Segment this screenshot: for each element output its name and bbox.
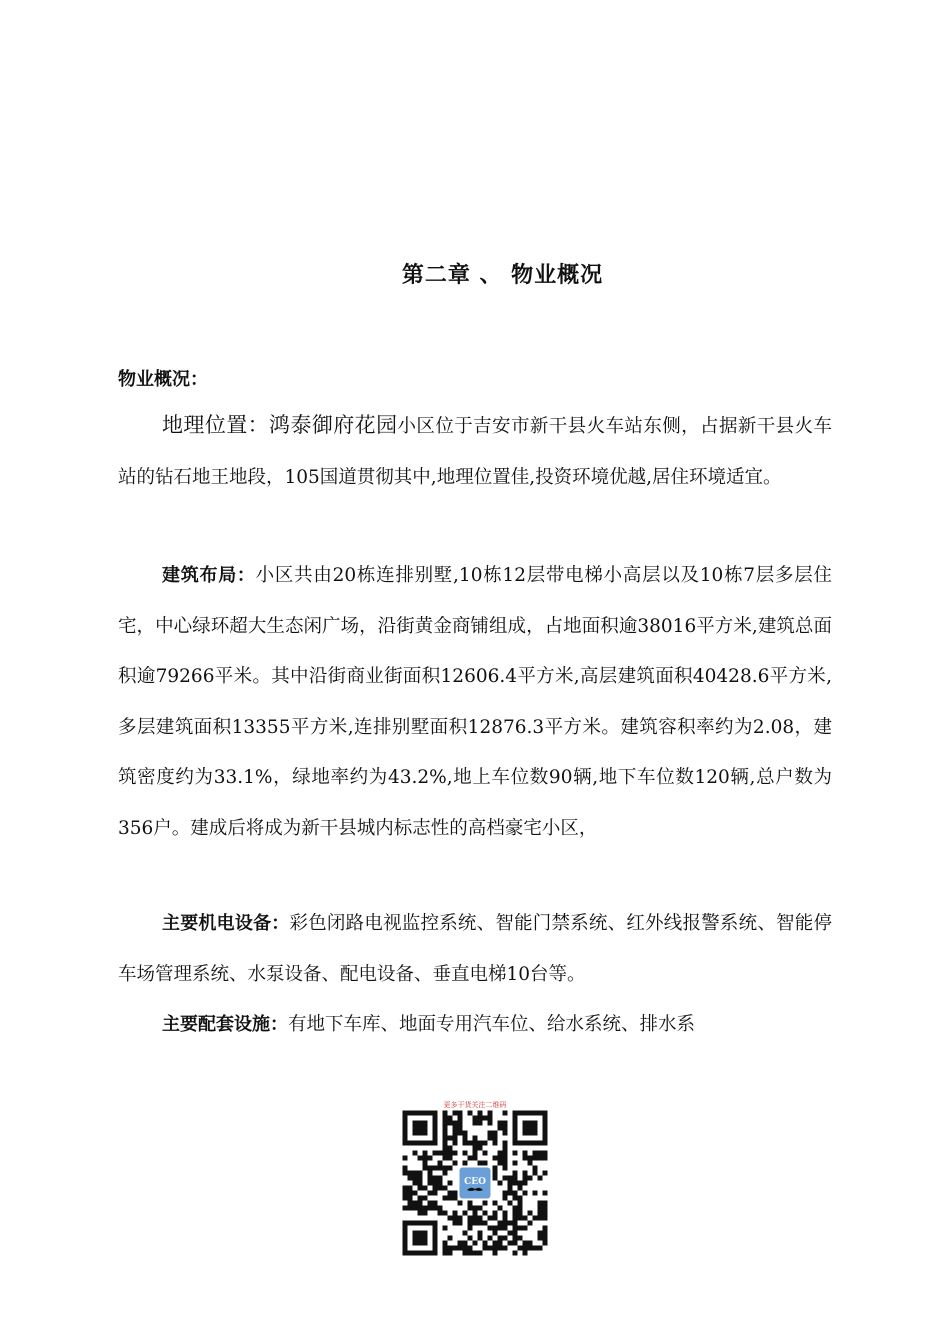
equipment-label: 主要机电设备： <box>162 913 290 934</box>
layout-label: 建筑布局： <box>162 565 256 586</box>
qr-code-block <box>402 1100 548 1256</box>
layout-text: 小区共由20栋连排别墅,10栋12层带电梯小高层以及10栋7层多层住宅，中心绿环超大生态闲广场，沿街黄金商铺组成，占地面积逾38016平方米,建筑总面积逾79266平米。其中沿街商业街面积12606.4平方米,高层建筑面积40428.6平方米,多层建筑面积13355平方米,连排别墅面积12876.3平方米。建筑容积率约为2.08，建筑密度约为33.1%，绿地率约为43.2%,地上车位数90辆,地下车位数120辆,总户数为356户。建成后将成为新干县城内标志性的高档豪宅小区， <box>118 565 832 839</box>
paragraph-location <box>118 400 832 503</box>
facilities-label: 主要配套设施： <box>162 1014 288 1035</box>
qr-caption: 更多干货关注二维码 <box>443 1101 507 1109</box>
chapter-title: 第二章 、 物业概况 <box>401 263 604 288</box>
equipment-text: 彩色闭路电视监控系统、智能门禁系统、红外线报警系统、智能停车场管理系统、水泵设备、配电设备、垂直电梯10台等。 <box>118 913 832 985</box>
qr-code-icon <box>402 1110 548 1256</box>
location-text: 小区位于吉安市新干县火车站东侧，占据新干县火车站的钻石地王地段，105国道贯彻其中,地理位置佳,投资环境优越,居住环境适宜。 <box>118 416 832 488</box>
paragraph-layout <box>118 551 832 854</box>
facilities-text: 有地下车库、地面专用汽车位、给水系统、排水系 <box>288 1014 696 1035</box>
ceo-logo-text: CEO <box>464 1177 486 1187</box>
paragraph-facilities <box>118 1000 832 1051</box>
paragraph-equipment <box>118 899 832 1000</box>
section-heading: 物业概况： <box>118 369 208 390</box>
location-label: 地理位置：鸿泰御府花园 <box>162 413 398 437</box>
